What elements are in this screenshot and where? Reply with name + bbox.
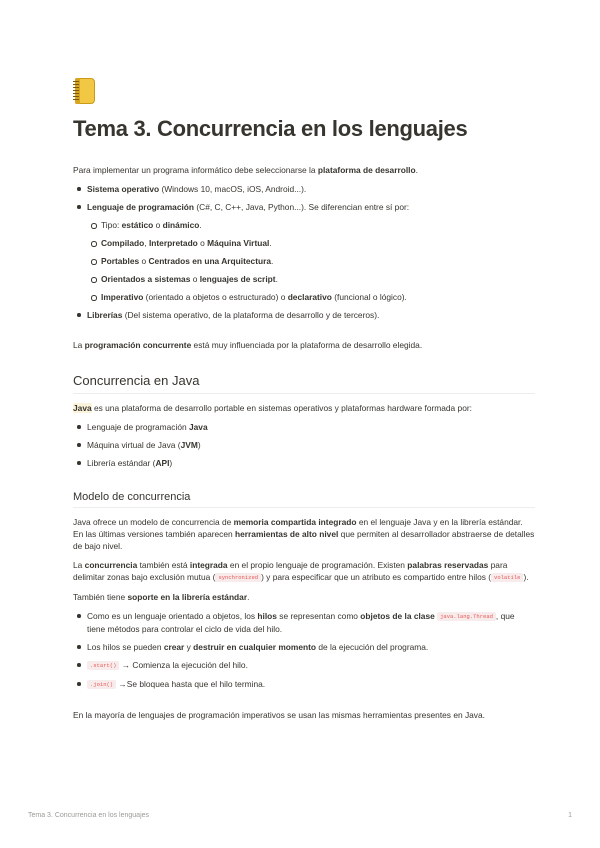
platform-list — [73, 183, 535, 321]
java-components-list — [73, 421, 535, 469]
inline-code: .join() — [87, 680, 116, 689]
closing-paragraph: En la mayoría de lenguajes de programación imperativos se usan las mismas herramientas presentes en Java. — [73, 710, 485, 720]
list-item: Tipo: estático o dinámico. — [87, 219, 535, 231]
page-title: Tema 3. Concurrencia en los lenguajes — [73, 116, 468, 141]
document-page — [73, 76, 535, 728]
list-item: Compilado, Interpretado o Máquina Virtual. — [87, 237, 535, 249]
list-item: Orientados a sistemas o lenguajes de script. — [87, 273, 535, 285]
list-item: Como es un lenguaje orientado a objetos, los hilos se representan como objetos de la clase java.lang.Thread , que tiene métodos para controlar el ciclo de vida del hilo. — [73, 610, 535, 635]
list-item: Máquina virtual de Java (JVM) — [73, 439, 535, 451]
list-item: Lenguaje de programación (C#, C, C++, Java, Python...). Se diferencian entre sí por: Tipo: estático o dinámico. Compilado, Interpretado o Máquina Virtual. Portables o Centrados en una Arquitectura. Orientados a sistemas o lenguajes de script. Imperativo (orientado a objetos o estructurado) o declarativo (funcional o lógico). — [73, 201, 535, 303]
java-paragraph: Java es una plataforma de desarrollo portable en sistemas operativos y plataformas hardware formada por: — [73, 403, 472, 413]
concurrent-programming-paragraph: La programación concurrente está muy influenciada por la plataforma de desarrollo elegida. — [73, 340, 423, 350]
modelo-paragraph-1: Java ofrece un modelo de concurrencia de memoria compartida integrado en el lenguaje Java y en la librería estándar. En las últimas versiones también aparecen herramientas de alto nivel que permiten al desarrollador abstraerse de detalles de bajo nivel. — [73, 517, 535, 551]
intro-paragraph: Para implementar un programa informático debe seleccionarse la plataforma de desarrollo. — [73, 165, 418, 175]
page-number: 1 — [568, 812, 572, 819]
list-item: Librería estándar (API) — [73, 457, 535, 469]
list-item: .join() →Se bloquea hasta que el hilo termina. — [73, 678, 535, 691]
list-item: Imperativo (orientado a objetos o estructurado) o declarativo (funcional o lógico). — [87, 291, 535, 303]
modelo-paragraph-2: La concurrencia también está integrada en el propio lenguaje de programación. Existen palabras reservadas para delimitar zonas bajo exclusión mutua ( synchronized ) y para especificar que un atributo es compartido entre hilos ( volatile ). — [73, 560, 529, 582]
notebook-icon — [73, 76, 99, 106]
inline-code: .start() — [87, 661, 119, 670]
list-item: Librerías (Del sistema operativo, de la plataforma de desarrollo y de terceros). — [73, 309, 535, 321]
list-item: Los hilos se pueden crear y destruir en cualquier momento de la ejecución del programa. — [73, 641, 535, 653]
inline-code: java.lang.Thread — [437, 612, 496, 621]
inline-code: synchronized — [215, 573, 261, 582]
page-footer — [28, 812, 572, 819]
list-item: Portables o Centrados en una Arquitectura. — [87, 255, 535, 267]
thread-list — [73, 610, 535, 691]
list-item: Lenguaje de programación Java — [73, 421, 535, 433]
section-heading-modelo: Modelo de concurrencia — [73, 491, 535, 508]
footer-title: Tema 3. Concurrencia en los lenguajes — [28, 812, 150, 819]
list-item: Sistema operativo (Windows 10, macOS, iOS, Android...). — [73, 183, 535, 195]
language-features-list — [87, 219, 535, 303]
section-heading-java: Concurrencia en Java — [73, 373, 535, 394]
modelo-paragraph-3: También tiene soporte en la librería estándar. — [73, 592, 250, 602]
inline-code: volatile — [491, 573, 523, 582]
list-item: .start() → Comienza la ejecución del hilo. — [73, 659, 535, 672]
